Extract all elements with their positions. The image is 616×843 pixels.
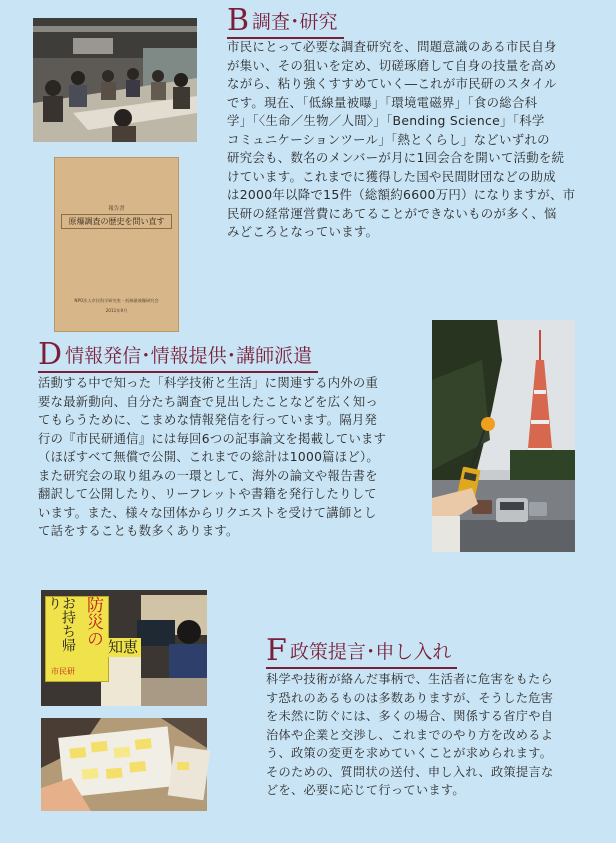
banner-text-right: お持ち帰り [46,596,76,652]
section-b-title: 調査･研究 [252,11,338,33]
meeting-photo [33,18,197,142]
text-line: また研究会の取り組みの一環として、海外の論文や報告書を [38,468,378,483]
text-line: う、政策の変更を求めていくことが求められます。 [266,746,553,760]
text-line: そのための、質問状の送付、申し入れ、政策提言な [266,764,554,779]
text-line: どを、必要に応じて行っています。 [266,783,465,797]
text-line: （ほぼすべて無償で公開、これまでの総計は1000篇ほど）。 [38,450,380,464]
text-line: います。また、様々な団体からリクエストを受けて講師とし [38,505,377,520]
text-line: みどころとなっています。 [227,224,379,239]
text-line: 行の『市民研通信』には毎回6つの記事論文を掲載しています [38,431,387,446]
text-line: 研究会も、数名のメンバーが月に1回会合を開いて活動を続 [227,150,565,165]
workshop-photo [41,718,207,811]
report-cover [54,157,179,332]
text-line: が集い、その狙いを定め、切磋琢磨して自身の技量を高め [227,57,557,73]
text-line: て話をすることも数多くあります。 [38,524,239,538]
text-line: す恐れのあるものは多数ありますが、そうした危害 [266,690,554,705]
text-line: 要な最新動向、自分たち調査で見出したことなどを広く知っ [38,394,379,409]
banner-text-bottom: 知恵 [105,638,141,657]
section-f-letter: F [266,633,287,668]
text-line: てもらうために、こまめな情報発信を行っています。隔月発 [38,413,378,427]
section-b-text [227,38,575,242]
banner-tag: 市民研 [51,667,75,676]
section-f-title: 政策提言･申し入れ [289,641,452,663]
text-line: です。現在、「低線量被曝」「環境電磁界」「食の総合科 [227,94,538,110]
text-line: ながら、粘り強くすすめていく―これが市民研のスタイル [227,76,557,91]
text-line: 活動する中で知った「科学技術と生活」に関連する内外の重 [38,376,379,390]
text-line: 治体や企業と交渉し、これまでのやり方を改めるよ [266,727,554,742]
text-line: 民研の経常運営費にあてることができないものが多く、悩 [227,205,557,221]
report-publisher: NPO法人市民科学研究室・低線量被曝研究会 [74,298,159,303]
section-b-heading [227,3,344,39]
text-line: コミュニケーションツール」「熱とくらし」などいずれの [227,131,550,147]
text-line: 市民にとって必要な調査研究を、問題意識のある市民自身 [227,39,557,54]
text-line: は2000年以降で15件（総額約6600万円）になりますが、市 [227,187,576,202]
section-d-letter: D [38,337,63,372]
report-title: 原爆調査の歴史を問い直す [61,214,172,229]
section-b-letter: B [227,3,250,38]
report-date: 2011年9月 [105,308,128,313]
text-line: を未然に防ぐには、多くの場合、関係する省庁や自 [266,709,554,723]
section-d-text [38,374,386,541]
text-line: 科学や技術が絡んだ事柄で、生活者に危害をもたら [266,672,553,686]
text-line: 翻訳して公開したり、リーフレットや書籍を発行したりして [38,487,377,501]
section-f-heading [266,633,457,669]
text-line: 学」「〈生命／生物／人間〉」「Bending Science」「科学 [227,113,545,128]
banner-text-left: 防災の [83,596,103,647]
report-label: 報告書 [108,206,125,212]
section-f-text [266,670,553,800]
tokyo-tower-photo [432,320,575,552]
bosai-banner-photo [41,590,207,706]
section-d-title: 情報発信･情報提供･講師派遣 [65,345,313,367]
section-d-heading [38,337,318,373]
text-line: けています。これまでに獲得した国や民間財団などの助成 [227,168,556,184]
